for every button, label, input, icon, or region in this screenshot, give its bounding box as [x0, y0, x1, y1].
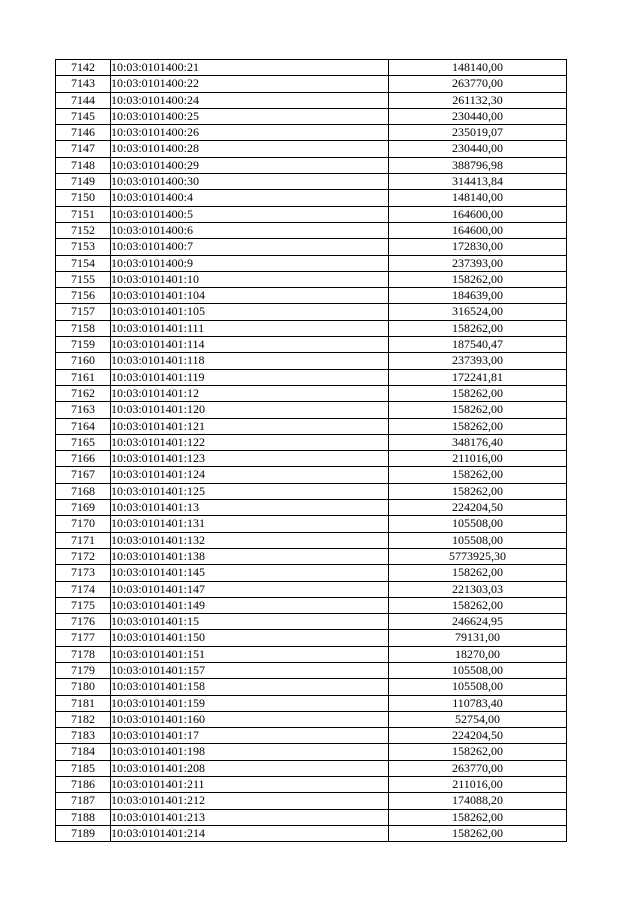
table-row: [56, 695, 567, 711]
cadastral-value-cell: 230440,00: [389, 108, 567, 124]
cadastral-number-cell: 10:03:0101400:28: [111, 141, 389, 157]
cadastral-value-cell: 211016,00: [389, 777, 567, 793]
cadastral-value-cell: 158262,00: [389, 809, 567, 825]
cadastral-number-cell: 10:03:0101400:25: [111, 108, 389, 124]
cadastral-number-cell: 10:03:0101400:4: [111, 190, 389, 206]
row-number-cell: 7164: [56, 418, 111, 434]
cadastral-value-cell: 221303,03: [389, 581, 567, 597]
cadastral-value-cell: 158262,00: [389, 418, 567, 434]
cadastral-value-cell: 261132,30: [389, 92, 567, 108]
row-number-cell: 7168: [56, 483, 111, 499]
cadastral-value-cell: 148140,00: [389, 60, 567, 76]
cadastral-value-cell: 158262,00: [389, 565, 567, 581]
cadastral-value-cell: 237393,00: [389, 255, 567, 271]
table-row: [56, 157, 567, 173]
row-number-cell: 7159: [56, 337, 111, 353]
table-row: [56, 662, 567, 678]
table-row: [56, 760, 567, 776]
row-number-cell: 7175: [56, 597, 111, 613]
row-number-cell: 7184: [56, 744, 111, 760]
cadastral-value-cell: 52754,00: [389, 711, 567, 727]
cadastral-number-cell: 10:03:0101400:26: [111, 125, 389, 141]
table-row: [56, 500, 567, 516]
row-number-cell: 7187: [56, 793, 111, 809]
table-row: [56, 646, 567, 662]
row-number-cell: 7161: [56, 369, 111, 385]
cadastral-number-cell: 10:03:0101400:7: [111, 239, 389, 255]
row-number-cell: 7158: [56, 320, 111, 336]
row-number-cell: 7179: [56, 662, 111, 678]
row-number-cell: 7153: [56, 239, 111, 255]
cadastral-number-cell: 10:03:0101401:160: [111, 711, 389, 727]
table-row: [56, 532, 567, 548]
cadastral-value-cell: 5773925,30: [389, 548, 567, 564]
cadastral-number-cell: 10:03:0101401:104: [111, 288, 389, 304]
table-row: [56, 206, 567, 222]
cadastral-value-cell: 110783,40: [389, 695, 567, 711]
row-number-cell: 7148: [56, 157, 111, 173]
cadastral-value-cell: 158262,00: [389, 467, 567, 483]
cadastral-value-cell: 158262,00: [389, 744, 567, 760]
cadastral-value-cell: 211016,00: [389, 451, 567, 467]
cadastral-number-cell: 10:03:0101401:118: [111, 353, 389, 369]
cadastral-value-cell: 314413,84: [389, 174, 567, 190]
row-number-cell: 7188: [56, 809, 111, 825]
table-row: [56, 108, 567, 124]
row-number-cell: 7163: [56, 402, 111, 418]
row-number-cell: 7167: [56, 467, 111, 483]
row-number-cell: 7144: [56, 92, 111, 108]
table-row: [56, 239, 567, 255]
table-row: [56, 630, 567, 646]
cadastral-value-cell: 158262,00: [389, 483, 567, 499]
cadastral-number-cell: 10:03:0101401:208: [111, 760, 389, 776]
cadastral-value-cell: 348176,40: [389, 434, 567, 450]
cadastral-value-cell: 237393,00: [389, 353, 567, 369]
cadastral-number-cell: 10:03:0101401:125: [111, 483, 389, 499]
table-row: [56, 728, 567, 744]
cadastral-number-cell: 10:03:0101401:120: [111, 402, 389, 418]
cadastral-value-cell: 164600,00: [389, 206, 567, 222]
table-row: [56, 483, 567, 499]
cadastral-value-table: [55, 59, 567, 842]
row-number-cell: 7185: [56, 760, 111, 776]
cadastral-number-cell: 10:03:0101401:10: [111, 271, 389, 287]
cadastral-value-cell: 105508,00: [389, 679, 567, 695]
table-row: [56, 369, 567, 385]
cadastral-value-cell: 224204,50: [389, 728, 567, 744]
cadastral-value-cell: 235019,07: [389, 125, 567, 141]
cadastral-value-cell: 148140,00: [389, 190, 567, 206]
table-row: [56, 385, 567, 401]
row-number-cell: 7162: [56, 385, 111, 401]
row-number-cell: 7177: [56, 630, 111, 646]
row-number-cell: 7170: [56, 516, 111, 532]
row-number-cell: 7147: [56, 141, 111, 157]
row-number-cell: 7171: [56, 532, 111, 548]
table-row: [56, 744, 567, 760]
table-row: [56, 711, 567, 727]
cadastral-number-cell: 10:03:0101401:122: [111, 434, 389, 450]
row-number-cell: 7143: [56, 76, 111, 92]
row-number-cell: 7189: [56, 825, 111, 841]
table-row: [56, 353, 567, 369]
row-number-cell: 7165: [56, 434, 111, 450]
row-number-cell: 7169: [56, 500, 111, 516]
cadastral-number-cell: 10:03:0101401:114: [111, 337, 389, 353]
table-row: [56, 679, 567, 695]
row-number-cell: 7154: [56, 255, 111, 271]
row-number-cell: 7181: [56, 695, 111, 711]
cadastral-number-cell: 10:03:0101401:12: [111, 385, 389, 401]
table-row: [56, 337, 567, 353]
cadastral-value-cell: 172830,00: [389, 239, 567, 255]
table-row: [56, 222, 567, 238]
cadastral-number-cell: 10:03:0101400:21: [111, 60, 389, 76]
row-number-cell: 7176: [56, 614, 111, 630]
cadastral-value-cell: 18270,00: [389, 646, 567, 662]
cadastral-number-cell: 10:03:0101401:111: [111, 320, 389, 336]
cadastral-value-cell: 164600,00: [389, 222, 567, 238]
row-number-cell: 7174: [56, 581, 111, 597]
cadastral-number-cell: 10:03:0101401:138: [111, 548, 389, 564]
table-row: [56, 92, 567, 108]
cadastral-number-cell: 10:03:0101401:159: [111, 695, 389, 711]
row-number-cell: 7173: [56, 565, 111, 581]
row-number-cell: 7152: [56, 222, 111, 238]
cadastral-number-cell: 10:03:0101401:105: [111, 304, 389, 320]
cadastral-number-cell: 10:03:0101400:24: [111, 92, 389, 108]
cadastral-number-cell: 10:03:0101401:131: [111, 516, 389, 532]
cadastral-number-cell: 10:03:0101401:212: [111, 793, 389, 809]
row-number-cell: 7166: [56, 451, 111, 467]
cadastral-value-cell: 172241,81: [389, 369, 567, 385]
row-number-cell: 7180: [56, 679, 111, 695]
cadastral-number-cell: 10:03:0101401:147: [111, 581, 389, 597]
table-row: [56, 174, 567, 190]
cadastral-value-cell: 158262,00: [389, 402, 567, 418]
cadastral-number-cell: 10:03:0101400:30: [111, 174, 389, 190]
cadastral-value-cell: 263770,00: [389, 76, 567, 92]
table-row: [56, 434, 567, 450]
row-number-cell: 7146: [56, 125, 111, 141]
table-row: [56, 581, 567, 597]
table-row: [56, 320, 567, 336]
row-number-cell: 7142: [56, 60, 111, 76]
table-row: [56, 418, 567, 434]
cadastral-number-cell: 10:03:0101401:124: [111, 467, 389, 483]
table-row: [56, 597, 567, 613]
cadastral-number-cell: 10:03:0101401:132: [111, 532, 389, 548]
cadastral-value-cell: 158262,00: [389, 597, 567, 613]
table-row: [56, 304, 567, 320]
cadastral-number-cell: 10:03:0101401:213: [111, 809, 389, 825]
row-number-cell: 7182: [56, 711, 111, 727]
row-number-cell: 7150: [56, 190, 111, 206]
cadastral-number-cell: 10:03:0101400:22: [111, 76, 389, 92]
cadastral-value-cell: 105508,00: [389, 516, 567, 532]
table-row: [56, 809, 567, 825]
cadastral-number-cell: 10:03:0101401:157: [111, 662, 389, 678]
cadastral-number-cell: 10:03:0101401:17: [111, 728, 389, 744]
table-row: [56, 271, 567, 287]
table-row: [56, 76, 567, 92]
cadastral-number-cell: 10:03:0101401:211: [111, 777, 389, 793]
cadastral-number-cell: 10:03:0101401:158: [111, 679, 389, 695]
table-row: [56, 60, 567, 76]
table-row: [56, 548, 567, 564]
cadastral-value-cell: 79131,00: [389, 630, 567, 646]
cadastral-value-cell: 187540,47: [389, 337, 567, 353]
table-body: [56, 60, 567, 842]
table-row: [56, 614, 567, 630]
table-row: [56, 451, 567, 467]
cadastral-number-cell: 10:03:0101401:119: [111, 369, 389, 385]
table-row: [56, 516, 567, 532]
row-number-cell: 7160: [56, 353, 111, 369]
cadastral-number-cell: 10:03:0101400:5: [111, 206, 389, 222]
table-row: [56, 793, 567, 809]
cadastral-number-cell: 10:03:0101401:13: [111, 500, 389, 516]
cadastral-value-cell: 246624,95: [389, 614, 567, 630]
cadastral-number-cell: 10:03:0101401:151: [111, 646, 389, 662]
row-number-cell: 7149: [56, 174, 111, 190]
row-number-cell: 7183: [56, 728, 111, 744]
cadastral-number-cell: 10:03:0101401:121: [111, 418, 389, 434]
cadastral-number-cell: 10:03:0101400:29: [111, 157, 389, 173]
row-number-cell: 7186: [56, 777, 111, 793]
table-row: [56, 825, 567, 841]
cadastral-value-cell: 158262,00: [389, 320, 567, 336]
row-number-cell: 7155: [56, 271, 111, 287]
cadastral-value-cell: 105508,00: [389, 532, 567, 548]
cadastral-value-cell: 105508,00: [389, 662, 567, 678]
cadastral-number-cell: 10:03:0101401:149: [111, 597, 389, 613]
cadastral-value-cell: 230440,00: [389, 141, 567, 157]
row-number-cell: 7156: [56, 288, 111, 304]
cadastral-value-cell: 316524,00: [389, 304, 567, 320]
cadastral-value-cell: 174088,20: [389, 793, 567, 809]
cadastral-number-cell: 10:03:0101401:123: [111, 451, 389, 467]
table-row: [56, 467, 567, 483]
cadastral-value-cell: 388796,98: [389, 157, 567, 173]
row-number-cell: 7172: [56, 548, 111, 564]
table-row: [56, 402, 567, 418]
table-row: [56, 777, 567, 793]
cadastral-number-cell: 10:03:0101401:214: [111, 825, 389, 841]
cadastral-number-cell: 10:03:0101401:150: [111, 630, 389, 646]
cadastral-value-cell: 158262,00: [389, 825, 567, 841]
row-number-cell: 7151: [56, 206, 111, 222]
table-row: [56, 255, 567, 271]
cadastral-value-cell: 158262,00: [389, 385, 567, 401]
cadastral-value-cell: 158262,00: [389, 271, 567, 287]
cadastral-number-cell: 10:03:0101400:9: [111, 255, 389, 271]
table-row: [56, 190, 567, 206]
table-row: [56, 125, 567, 141]
cadastral-number-cell: 10:03:0101400:6: [111, 222, 389, 238]
table-row: [56, 141, 567, 157]
cadastral-number-cell: 10:03:0101401:198: [111, 744, 389, 760]
table-row: [56, 565, 567, 581]
cadastral-value-cell: 263770,00: [389, 760, 567, 776]
table-row: [56, 288, 567, 304]
row-number-cell: 7178: [56, 646, 111, 662]
cadastral-number-cell: 10:03:0101401:145: [111, 565, 389, 581]
cadastral-number-cell: 10:03:0101401:15: [111, 614, 389, 630]
cadastral-value-cell: 184639,00: [389, 288, 567, 304]
cadastral-value-cell: 224204,50: [389, 500, 567, 516]
row-number-cell: 7157: [56, 304, 111, 320]
row-number-cell: 7145: [56, 108, 111, 124]
